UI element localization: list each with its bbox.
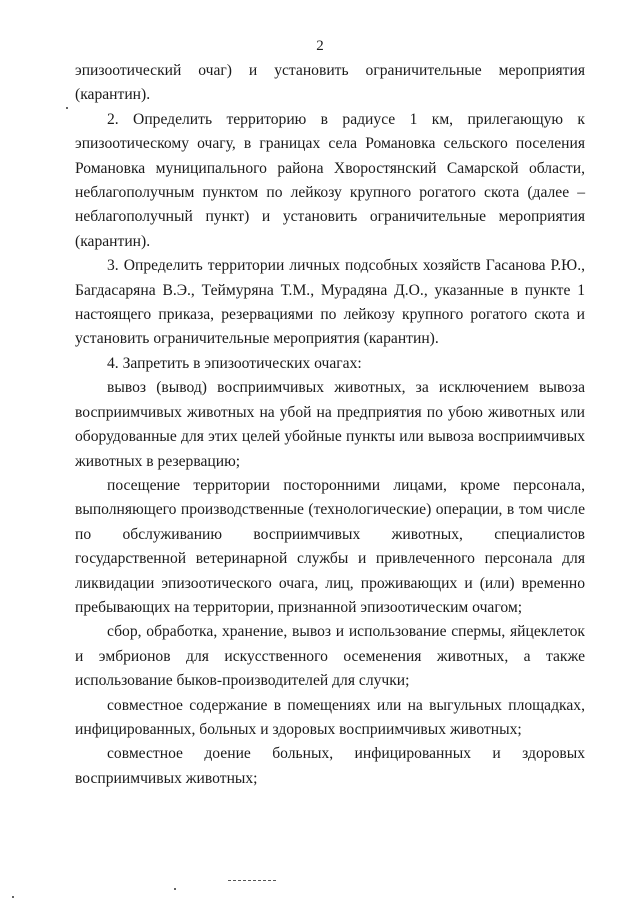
document-body [75, 59, 585, 791]
paragraph-item-2: 2. Определить территорию в радиусе 1 км, прилегающую к эпизоотическому очагу, в границах села Романовка сельского поселения Романовка муниципального района Хворостянский Самарской области, неблагополучным пунктом по лейкозу крупного рогатого скота (далее – неблагополучный пункт) и установить ограничительные мероприятия (карантин). [75, 110, 585, 250]
paragraph-prohibition-joint-keeping: совместное содержание в помещениях или на выгульных площадках, инфицированных, больных и здоровых восприимчивых животных; [75, 696, 585, 738]
scan-artifact-line [228, 880, 276, 881]
paragraph-prohibition-visiting: посещение территории посторонними лицами, кроме персонала, выполняющего производственные (технологические) операции, в том числе по обслуживанию восприимчивых животных, специалистов государственной ветеринарной службы и привлеченного персонала для ликвидации эпизоотического очага, лиц, проживающих и (или) временно пребывающих на территории, признанной эпизоотическим очагом; [75, 476, 585, 616]
paragraph-prohibition-removal: вывоз (вывод) восприимчивых животных, за исключением вывоза восприимчивых животных на убой на предприятия по убою животных или оборудованные для этих целей убойные пункты или вывоза восприимчивых животных в резервацию; [75, 379, 585, 470]
paragraph-prohibition-semen: сбор, обработка, хранение, вывоз и использование спермы, яйцеклеток и эмбрионов для искусственного осеменения животных, а также использование быков-производителей для случки; [75, 623, 585, 690]
paragraph-item-3: 3. Определить территории личных подсобных хозяйств Гасанова Р.Ю., Багдасаряна В.Э., Теймуряна Т.М., Мурадяна Д.О., указанные в пункте 1 настоящего приказа, резервациями по лейкозу крупного рогатого скота и установить ограничительные мероприятия (карантин). [75, 257, 585, 348]
paragraph-continuation: эпизоотический очаг) и установить ограничительные мероприятия (карантин). [75, 62, 585, 104]
scan-speck [66, 107, 68, 109]
scan-speck [174, 888, 176, 890]
paragraph-item-4: 4. Запретить в эпизоотических очагах: [107, 354, 362, 372]
paragraph-prohibition-joint-milking: совместное доение больных, инфицированных и здоровых восприимчивых животных; [75, 745, 585, 787]
scan-speck [12, 896, 14, 898]
page-number: 2 [316, 38, 324, 54]
